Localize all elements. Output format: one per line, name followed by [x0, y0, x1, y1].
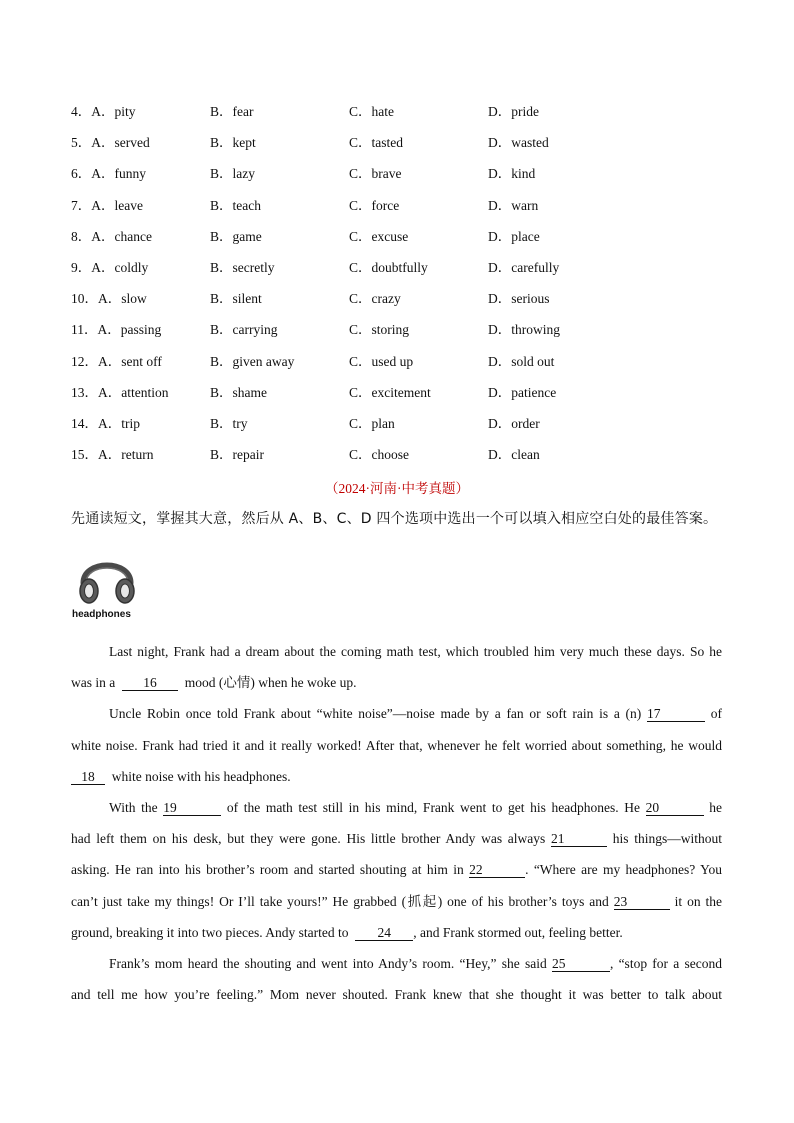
option-a: A．served: [91, 135, 150, 151]
question-number: 14．: [71, 415, 98, 431]
answer-options: [71, 103, 731, 477]
passage-line: white noise. Frank had tried it and it really worked! After that, whenever he felt worried about something, he would: [71, 737, 722, 753]
option-b: B．silent: [210, 291, 262, 307]
blank-19: 19: [163, 800, 221, 816]
option-d: D．clean: [488, 447, 540, 463]
blank-18: 18: [71, 769, 105, 785]
question-number: 8．: [71, 228, 92, 244]
option-row: [71, 259, 731, 290]
option-c: C．excitement: [349, 384, 431, 400]
question-number: 10．: [71, 291, 98, 307]
option-c: C．crazy: [349, 291, 401, 307]
question-number: 11．: [71, 322, 98, 338]
option-a: A．coldly: [91, 259, 149, 275]
headphones-figure: [72, 543, 142, 620]
passage-line: was in a 16 mood (心情) when he woke up.: [71, 675, 357, 691]
option-c: C．used up: [349, 353, 414, 369]
option-a: A．funny: [91, 166, 146, 182]
headphones-icon: [75, 543, 139, 607]
option-d: D．serious: [488, 291, 550, 307]
option-c: C．excuse: [349, 228, 409, 244]
option-row: [71, 228, 731, 259]
option-c: C．brave: [349, 166, 402, 182]
instructions: 先通读短文，掌握其大意，然后从 A、B、C、D 四个选项中选出一个可以填入相应空白处的最佳答案。: [71, 511, 718, 527]
option-b: B．try: [210, 415, 248, 431]
option-c: C．tasted: [349, 135, 403, 151]
question-number: 6．: [71, 166, 92, 182]
option-row: [71, 290, 731, 321]
option-c: C．force: [349, 197, 400, 213]
option-b: B．shame: [210, 384, 267, 400]
option-b: B．secretly: [210, 259, 275, 275]
blank-20: 20: [646, 800, 704, 816]
option-d: D．order: [488, 415, 540, 431]
option-b: B．lazy: [210, 166, 255, 182]
question-number: 7．: [71, 197, 92, 213]
blank-24: 24: [355, 925, 413, 941]
option-d: D．kind: [488, 166, 536, 182]
option-row: [71, 103, 731, 134]
question-number: 5．: [71, 135, 92, 151]
image-caption: headphones: [72, 609, 131, 620]
option-b: B．fear: [210, 104, 254, 119]
option-row: [71, 197, 731, 228]
question-number: 4．: [71, 104, 92, 119]
blank-23: 23: [614, 894, 670, 910]
option-a: A．return: [98, 447, 154, 463]
option-d: D．patience: [488, 384, 557, 400]
option-a: A．attention: [98, 384, 169, 400]
question-number: 15．: [71, 447, 98, 463]
blank-22: 22: [469, 862, 525, 878]
option-a: A．pity: [91, 104, 136, 119]
passage-line: can’t just take my things! Or I’ll take yours!” He grabbed (抓起) one of his brother’s toys and 23 it on the: [71, 893, 723, 909]
question-number: 12．: [71, 353, 98, 369]
option-row: [71, 415, 731, 446]
option-c: C．choose: [349, 447, 409, 463]
passage-line: With the 19 of the math test still in his mind, Frank went to get his headphones. He 20 he: [109, 799, 723, 815]
passage-line: and tell me how you’re feeling.” Mom never shouted. Frank knew that she thought it was better to talk about: [71, 987, 722, 1003]
question-number: 9．: [71, 259, 92, 275]
option-a: A．trip: [98, 415, 140, 431]
option-b: B．game: [210, 228, 262, 244]
option-a: A．slow: [98, 291, 147, 307]
option-a: A．leave: [91, 197, 143, 213]
option-c: C．doubtfully: [349, 259, 428, 275]
option-b: B．repair: [210, 447, 264, 463]
passage-line: Last night, Frank had a dream about the coming math test, which troubled him very much these days. So he: [109, 644, 722, 659]
cloze-passage: [71, 642, 722, 1016]
option-b: B．carrying: [210, 322, 278, 338]
passage-line: 18 white noise with his headphones.: [71, 767, 722, 798]
option-d: D．warn: [488, 197, 539, 213]
option-b: B．given away: [210, 353, 295, 369]
blank-25: 25: [552, 956, 610, 972]
option-d: D．throwing: [488, 322, 560, 338]
option-d: D．place: [488, 228, 540, 244]
option-c: C．hate: [349, 104, 394, 119]
option-b: B．kept: [210, 135, 256, 151]
passage-line: asking. He ran into his brother’s room and started shouting at him in 22 . “Where are my headphones? You: [71, 862, 723, 878]
option-a: A．sent off: [98, 353, 162, 369]
option-d: D．sold out: [488, 353, 555, 369]
option-row: [71, 165, 731, 196]
source-note: （2024·河南·中考真题）: [325, 481, 469, 496]
option-a: A．chance: [91, 228, 152, 244]
blank-16: 16: [122, 675, 178, 691]
option-a: A．passing: [97, 322, 162, 338]
option-row: [71, 134, 731, 165]
option-row: [71, 321, 731, 352]
passage-line: Frank’s mom heard the shouting and went into Andy’s room. “Hey,” she said 25 , “stop for a second: [109, 955, 723, 971]
option-b: B．teach: [210, 197, 261, 213]
option-d: D．pride: [488, 104, 539, 119]
blank-17: 17: [647, 706, 705, 722]
blank-21: 21: [551, 831, 607, 847]
option-row: [71, 384, 731, 415]
option-d: D．wasted: [488, 135, 549, 151]
passage-line: Uncle Robin once told Frank about “white noise”—noise made by a fan or soft rain is a (n) 17 of: [109, 706, 723, 722]
question-number: 13．: [71, 384, 98, 400]
option-c: C．storing: [349, 322, 410, 338]
passage-line: ground, breaking it into two pieces. Andy started to 24 , and Frank stormed out, feeling better.: [71, 924, 623, 940]
passage-line: had left them on his desk, but they were gone. His little brother Andy was always 21 his things—without: [71, 831, 723, 847]
option-c: C．plan: [349, 415, 395, 431]
option-row: [71, 353, 731, 384]
option-d: D．carefully: [488, 259, 560, 275]
option-row: [71, 446, 731, 477]
